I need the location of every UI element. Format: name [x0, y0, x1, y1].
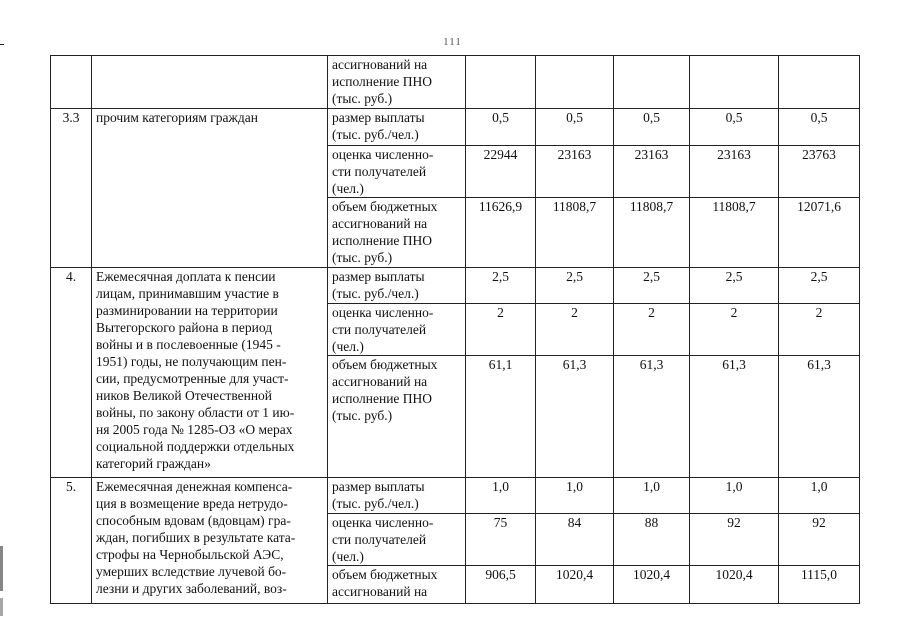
description-line: прочим категориям граждан	[96, 110, 258, 125]
indicator-line: ассигнований на	[332, 57, 428, 72]
indicator-label	[328, 56, 466, 109]
indicator-line: размер выплаты	[332, 110, 425, 125]
value-cell: 61,3	[779, 356, 860, 478]
row-description	[92, 56, 328, 109]
indicator-line: размер выплаты	[332, 269, 425, 284]
value-cell: 75	[466, 514, 536, 566]
pension-table	[50, 55, 860, 604]
value-cell: 88	[614, 514, 690, 566]
indicator-line: исполнение ПНО	[332, 74, 433, 89]
value-cell: 1020,4	[536, 566, 614, 604]
value-cell: 22944	[466, 146, 536, 198]
value-cell: 61,3	[690, 356, 779, 478]
value-cell: 2,5	[779, 268, 860, 304]
row-number: 3.3	[51, 109, 92, 268]
indicator-line: оценка численно-	[332, 305, 434, 320]
description-line: Вытегорского района в период	[96, 320, 273, 335]
indicator-line: исполнение ПНО	[332, 391, 433, 406]
value-cell: 1,0	[466, 478, 536, 514]
row-number: 4.	[51, 268, 92, 478]
value-cell: 1,0	[779, 478, 860, 514]
description-line: умерших вследствие лучевой бо-	[96, 564, 287, 579]
value-cell: 84	[536, 514, 614, 566]
indicator-line: (тыс. руб.)	[332, 250, 393, 265]
table-row	[51, 109, 860, 146]
table-row	[51, 268, 860, 304]
row-description	[92, 478, 328, 604]
indicator-line: сти получателей	[332, 532, 427, 547]
value-cell: 2	[779, 304, 860, 356]
value-cell: 1115,0	[779, 566, 860, 604]
indicator-line: (тыс. руб.)	[332, 91, 393, 106]
indicator-line: размер выплаты	[332, 479, 425, 494]
indicator-label	[328, 356, 466, 478]
description-line: лезни и других заболеваний, воз-	[96, 581, 287, 596]
value-cell	[536, 56, 614, 109]
value-cell: 11808,7	[536, 198, 614, 268]
value-cell: 61,1	[466, 356, 536, 478]
row-description	[92, 268, 328, 478]
description-line: ция в возмещение вреда нетрудо-	[96, 496, 288, 511]
indicator-line: оценка численно-	[332, 515, 434, 530]
value-cell: 11808,7	[614, 198, 690, 268]
indicator-line: сти получателей	[332, 322, 427, 337]
value-cell: 23763	[779, 146, 860, 198]
description-line: лицам, принимавшим участие в	[96, 286, 279, 301]
scan-margin-mark	[0, 546, 3, 591]
value-cell: 0,5	[466, 109, 536, 146]
value-cell: 61,3	[614, 356, 690, 478]
value-cell: 23163	[614, 146, 690, 198]
value-cell: 2,5	[690, 268, 779, 304]
value-cell: 12071,6	[779, 198, 860, 268]
indicator-line: (тыс. руб./чел.)	[332, 286, 419, 301]
indicator-line: ассигнований на	[332, 374, 428, 389]
indicator-label	[328, 566, 466, 604]
table-row	[51, 478, 860, 514]
value-cell: 2,5	[614, 268, 690, 304]
indicator-line: объем бюджетных	[332, 567, 438, 582]
scan-margin-mark	[0, 598, 3, 616]
indicator-line: (чел.)	[332, 181, 364, 196]
value-cell: 1,0	[536, 478, 614, 514]
value-cell: 2	[536, 304, 614, 356]
indicator-line: (чел.)	[332, 549, 364, 564]
description-line: ня 2005 года № 1285-ОЗ «О мерах	[96, 422, 293, 437]
value-cell: 1020,4	[690, 566, 779, 604]
description-line: Ежемесячная доплата к пенсии	[96, 269, 276, 284]
value-cell	[466, 56, 536, 109]
value-cell: 906,5	[466, 566, 536, 604]
row-number	[51, 56, 92, 109]
value-cell: 61,3	[536, 356, 614, 478]
value-cell: 1,0	[690, 478, 779, 514]
indicator-label	[328, 109, 466, 146]
description-line: войны, по закону области от 1 ию-	[96, 405, 295, 420]
description-line: ников Великой Отечественной	[96, 388, 273, 403]
value-cell: 11808,7	[690, 198, 779, 268]
value-cell: 0,5	[536, 109, 614, 146]
description-line: 1951) годы, не получающим пен-	[96, 354, 287, 369]
description-line: войны и в послевоенные (1945 -	[96, 337, 281, 352]
indicator-label	[328, 146, 466, 198]
indicator-line: объем бюджетных	[332, 357, 438, 372]
value-cell: 2,5	[466, 268, 536, 304]
description-line: категорий граждан»	[96, 456, 211, 471]
indicator-line: объем бюджетных	[332, 199, 438, 214]
indicator-line: (тыс. руб.)	[332, 408, 393, 423]
description-line: ждан, погибших в результате ката-	[96, 530, 296, 545]
value-cell: 0,5	[779, 109, 860, 146]
indicator-label	[328, 514, 466, 566]
indicator-label	[328, 198, 466, 268]
value-cell: 1020,4	[614, 566, 690, 604]
value-cell: 2,5	[536, 268, 614, 304]
value-cell: 23163	[536, 146, 614, 198]
value-cell	[779, 56, 860, 109]
row-number: 5.	[51, 478, 92, 604]
indicator-line: ассигнований на	[332, 216, 428, 231]
indicator-line: (тыс. руб./чел.)	[332, 127, 419, 142]
value-cell: 92	[779, 514, 860, 566]
description-line: сии, предусмотренные для участ-	[96, 371, 289, 386]
value-cell: 2	[614, 304, 690, 356]
indicator-label	[328, 268, 466, 304]
value-cell: 0,5	[614, 109, 690, 146]
description-line: строфы на Чернобыльской АЭС,	[96, 547, 284, 562]
value-cell	[690, 56, 779, 109]
indicator-label	[328, 478, 466, 514]
scan-margin-mark	[0, 44, 4, 45]
indicator-line: сти получателей	[332, 164, 427, 179]
value-cell: 0,5	[690, 109, 779, 146]
value-cell: 2	[466, 304, 536, 356]
value-cell: 2	[690, 304, 779, 356]
indicator-line: оценка численно-	[332, 147, 434, 162]
value-cell: 92	[690, 514, 779, 566]
indicator-line: (тыс. руб./чел.)	[332, 496, 419, 511]
description-line: Ежемесячная денежная компенса-	[96, 479, 293, 494]
description-line: способным вдовам (вдовцам) гра-	[96, 513, 291, 528]
value-cell: 11626,9	[466, 198, 536, 268]
indicator-line: исполнение ПНО	[332, 233, 433, 248]
indicator-label	[328, 304, 466, 356]
value-cell	[614, 56, 690, 109]
row-description	[92, 109, 328, 268]
description-line: разминировании на территории	[96, 303, 278, 318]
value-cell: 23163	[690, 146, 779, 198]
table-row	[51, 56, 860, 109]
indicator-line: ассигнований на	[332, 584, 428, 599]
indicator-line: (чел.)	[332, 339, 364, 354]
description-line: социальной поддержки отдельных	[96, 439, 295, 454]
page-number: 111	[443, 36, 462, 48]
value-cell: 1,0	[614, 478, 690, 514]
